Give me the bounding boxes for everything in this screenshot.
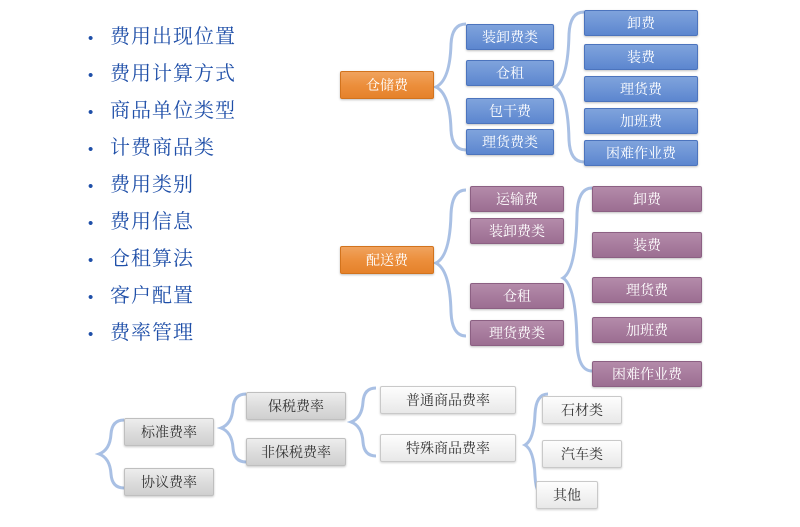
node-warehouse-l1-2[interactable]: 包干费 <box>466 98 554 124</box>
connector-brace <box>432 188 468 338</box>
node-delivery-l2-4[interactable]: 困难作业费 <box>592 361 702 387</box>
list-item-label: 客户配置 <box>110 285 194 307</box>
bullet-icon: • <box>88 215 94 232</box>
node-rate-l1-1[interactable]: 非保税费率 <box>246 438 346 466</box>
node-rate-l0-1[interactable]: 协议费率 <box>124 468 214 496</box>
node-warehouse-l1-3[interactable]: 理货费类 <box>466 129 554 155</box>
node-warehouse-l2-3[interactable]: 加班费 <box>584 108 698 134</box>
bullet-icon: • <box>88 326 94 343</box>
bullet-icon: • <box>88 141 94 158</box>
connector-brace <box>560 186 594 374</box>
node-warehouse-l1-0[interactable]: 装卸费类 <box>466 24 554 50</box>
connector-brace <box>218 392 248 464</box>
connector-brace <box>432 22 468 152</box>
bullet-icon: • <box>88 67 94 84</box>
node-warehouse-l2-0[interactable]: 卸费 <box>584 10 698 36</box>
list-item <box>88 242 318 279</box>
node-delivery-l2-3[interactable]: 加班费 <box>592 317 702 343</box>
node-delivery-l1-3[interactable]: 理货费类 <box>470 320 564 346</box>
list-item <box>88 131 318 168</box>
connector-brace <box>552 10 586 165</box>
node-delivery-l1-2[interactable]: 仓租 <box>470 283 564 309</box>
list-item <box>88 168 318 205</box>
node-rate-l3-1[interactable]: 汽车类 <box>542 440 622 468</box>
list-item-label: 仓租算法 <box>110 248 194 270</box>
bullet-icon: • <box>88 178 94 195</box>
list-item-label: 商品单位类型 <box>110 100 236 122</box>
node-rate-l0-0[interactable]: 标准费率 <box>124 418 214 446</box>
node-warehouse-l1-1[interactable]: 仓租 <box>466 60 554 86</box>
node-warehouse-root[interactable]: 仓储费 <box>340 71 434 99</box>
connector-brace <box>348 386 378 458</box>
list-item <box>88 94 318 131</box>
node-rate-l3-2[interactable]: 其他 <box>536 481 598 509</box>
list-item <box>88 279 318 316</box>
bullet-icon: • <box>88 30 94 47</box>
list-item <box>88 20 318 57</box>
node-rate-l2-0[interactable]: 普通商品费率 <box>380 386 516 414</box>
feature-bullet-list <box>88 20 318 353</box>
node-delivery-l1-1[interactable]: 装卸费类 <box>470 218 564 244</box>
node-delivery-l2-1[interactable]: 装费 <box>592 232 702 258</box>
list-item <box>88 57 318 94</box>
node-delivery-l1-0[interactable]: 运输费 <box>470 186 564 212</box>
list-item <box>88 316 318 353</box>
list-item-label: 费率管理 <box>110 322 194 344</box>
node-rate-l1-0[interactable]: 保税费率 <box>246 392 346 420</box>
node-delivery-l2-0[interactable]: 卸费 <box>592 186 702 212</box>
node-delivery-root[interactable]: 配送费 <box>340 246 434 274</box>
node-warehouse-l2-4[interactable]: 困难作业费 <box>584 140 698 166</box>
node-warehouse-l2-2[interactable]: 理货费 <box>584 76 698 102</box>
list-item-label: 费用类别 <box>110 174 194 196</box>
list-item-label: 费用出现位置 <box>110 26 236 48</box>
node-rate-l3-0[interactable]: 石材类 <box>542 396 622 424</box>
bullet-icon: • <box>88 104 94 121</box>
node-delivery-l2-2[interactable]: 理货费 <box>592 277 702 303</box>
list-item-label: 费用计算方式 <box>110 63 236 85</box>
list-item-label: 计费商品类 <box>110 137 215 159</box>
connector-brace <box>96 418 126 490</box>
node-rate-l2-1[interactable]: 特殊商品费率 <box>380 434 516 462</box>
list-item-label: 费用信息 <box>110 211 194 233</box>
bullet-icon: • <box>88 252 94 269</box>
bullet-icon: • <box>88 289 94 306</box>
node-warehouse-l2-1[interactable]: 装费 <box>584 44 698 70</box>
list-item <box>88 205 318 242</box>
